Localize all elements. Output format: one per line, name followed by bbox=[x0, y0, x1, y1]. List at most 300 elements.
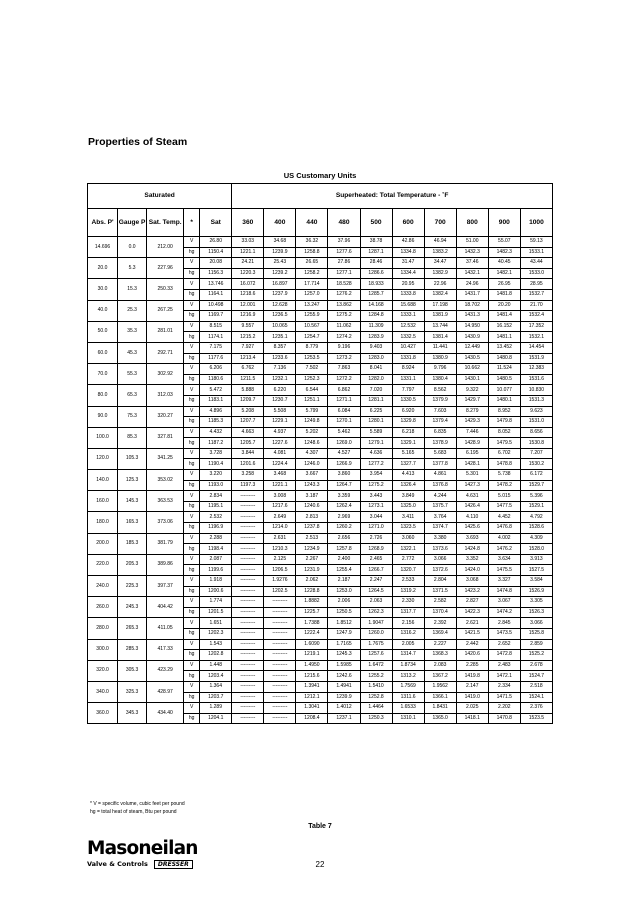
logo-subtitle: Valve & Controls bbox=[87, 860, 148, 868]
abs-pressure-cell: 100.0 bbox=[88, 427, 118, 448]
table-row bbox=[88, 321, 553, 332]
total-heat-cell: 1287.1 bbox=[360, 247, 392, 258]
total-heat-cell: 1219.1 bbox=[296, 650, 328, 661]
specific-volume-cell: 18.702 bbox=[456, 300, 488, 311]
total-heat-cell: 1424.0 bbox=[456, 565, 488, 576]
total-heat-cell: 1217.6 bbox=[264, 501, 296, 512]
total-heat-cell: --------- bbox=[232, 628, 264, 639]
specific-volume-cell: 8.279 bbox=[456, 406, 488, 417]
total-heat-cell: --------- bbox=[232, 501, 264, 512]
row-label-v: V bbox=[184, 554, 200, 565]
specific-volume-cell: 3.327 bbox=[488, 576, 520, 587]
total-heat-cell: 1260.0 bbox=[360, 628, 392, 639]
specific-volume-cell: 3.220 bbox=[200, 470, 232, 481]
row-label-v: V bbox=[184, 639, 200, 650]
gauge-pressure-cell: 45.3 bbox=[118, 342, 147, 363]
gauge-pressure-cell: 145.3 bbox=[118, 491, 147, 512]
specific-volume-cell: 1.6090 bbox=[296, 639, 328, 650]
specific-volume-cell: 6.835 bbox=[424, 427, 456, 438]
total-heat-cell: 1325.0 bbox=[392, 501, 424, 512]
specific-volume-cell: 1.9047 bbox=[360, 618, 392, 629]
total-heat-cell: 1526.3 bbox=[520, 607, 552, 618]
total-heat-cell: --------- bbox=[232, 544, 264, 555]
row-label-v: V bbox=[184, 300, 200, 311]
total-heat-cell: 1479.8 bbox=[488, 417, 520, 428]
row-label-v: V bbox=[184, 427, 200, 438]
specific-volume-cell: 5.462 bbox=[328, 427, 360, 438]
specific-volume-cell: 40.45 bbox=[488, 258, 520, 269]
specific-volume-cell: 6.862 bbox=[328, 385, 360, 396]
specific-volume-cell: 2.827 bbox=[456, 597, 488, 608]
specific-volume-cell: 10.567 bbox=[296, 321, 328, 332]
table-row bbox=[88, 258, 553, 269]
total-heat-cell: 1531.3 bbox=[520, 395, 552, 406]
total-heat-cell: 1383.2 bbox=[424, 247, 456, 258]
row-label-v: V bbox=[184, 237, 200, 248]
total-heat-cell: 1523.5 bbox=[520, 713, 552, 724]
temp-header: 1000 bbox=[520, 209, 552, 237]
total-heat-cell: 1234.9 bbox=[296, 544, 328, 555]
table-row bbox=[88, 406, 553, 417]
specific-volume-cell: 2.156 bbox=[392, 618, 424, 629]
specific-volume-cell: 1.6472 bbox=[360, 660, 392, 671]
total-heat-cell: 1266.7 bbox=[360, 565, 392, 576]
specific-volume-cell: 2.330 bbox=[392, 597, 424, 608]
specific-volume-cell: --------- bbox=[232, 576, 264, 587]
sat-temp-cell: 250.33 bbox=[147, 279, 184, 300]
total-heat-cell: 1228.8 bbox=[296, 586, 328, 597]
total-heat-cell: 1525.8 bbox=[520, 628, 552, 639]
total-heat-cell: 1329.8 bbox=[392, 417, 424, 428]
total-heat-cell: 1475.5 bbox=[488, 565, 520, 576]
total-heat-cell: 1174.1 bbox=[200, 332, 232, 343]
gauge-pressure-cell: 285.3 bbox=[118, 639, 147, 660]
specific-volume-cell: 42.86 bbox=[392, 237, 424, 248]
specific-volume-cell: 2.582 bbox=[424, 597, 456, 608]
specific-volume-cell: 3.067 bbox=[488, 597, 520, 608]
specific-volume-cell: 2.465 bbox=[360, 554, 392, 565]
total-heat-cell: --------- bbox=[232, 671, 264, 682]
total-heat-cell: 1208.4 bbox=[296, 713, 328, 724]
total-heat-cell: 1213.4 bbox=[232, 353, 264, 364]
total-heat-cell: 1202.8 bbox=[200, 650, 232, 661]
total-heat-cell: 1530.2 bbox=[520, 459, 552, 470]
specific-volume-cell: 7.603 bbox=[424, 406, 456, 417]
total-heat-cell: 1323.5 bbox=[392, 523, 424, 534]
specific-volume-cell: 2.006 bbox=[328, 597, 360, 608]
total-heat-cell: 1327.7 bbox=[392, 459, 424, 470]
total-heat-cell: 1255.4 bbox=[328, 565, 360, 576]
total-heat-cell: 1169.7 bbox=[200, 311, 232, 322]
total-heat-cell: 1252.3 bbox=[296, 374, 328, 385]
row-label-hg: hg bbox=[184, 501, 200, 512]
specific-volume-cell: 2.062 bbox=[296, 576, 328, 587]
specific-volume-cell: 9.796 bbox=[424, 364, 456, 375]
specific-volume-cell: --------- bbox=[232, 660, 264, 671]
specific-volume-cell: 20.08 bbox=[200, 258, 232, 269]
specific-volume-cell: 4.792 bbox=[520, 512, 552, 523]
specific-volume-cell: 5.888 bbox=[232, 385, 264, 396]
total-heat-cell: 1269.0 bbox=[328, 438, 360, 449]
specific-volume-cell: 1.289 bbox=[200, 703, 232, 714]
total-heat-cell: 1283.0 bbox=[360, 353, 392, 364]
specific-volume-cell: 2.334 bbox=[488, 681, 520, 692]
specific-volume-cell: 2.621 bbox=[456, 618, 488, 629]
row-label-hg: hg bbox=[184, 586, 200, 597]
specific-volume-cell: 3.584 bbox=[520, 576, 552, 587]
temp-header: 700 bbox=[424, 209, 456, 237]
total-heat-cell: 1333.1 bbox=[392, 311, 424, 322]
total-heat-cell: 1378.9 bbox=[424, 438, 456, 449]
total-heat-cell: 1381.4 bbox=[424, 332, 456, 343]
total-heat-cell: --------- bbox=[232, 692, 264, 703]
sat-temp-cell: 373.06 bbox=[147, 512, 184, 533]
specific-volume-cell: 8.779 bbox=[296, 342, 328, 353]
specific-volume-cell: 2.533 bbox=[392, 576, 424, 587]
temp-header: 500 bbox=[360, 209, 392, 237]
specific-volume-cell: 1.8512 bbox=[328, 618, 360, 629]
gauge-pressure-cell: 35.3 bbox=[118, 321, 147, 342]
total-heat-cell: 1367.2 bbox=[424, 671, 456, 682]
total-heat-cell: 1236.5 bbox=[264, 311, 296, 322]
total-heat-cell: 1216.9 bbox=[232, 311, 264, 322]
steam-table-body bbox=[88, 237, 553, 724]
total-heat-cell: 1529.1 bbox=[520, 501, 552, 512]
total-heat-cell: 1185.3 bbox=[200, 417, 232, 428]
temp-header: 440 bbox=[296, 209, 328, 237]
total-heat-cell: --------- bbox=[232, 607, 264, 618]
abs-pressure-cell: 20.0 bbox=[88, 258, 118, 279]
total-heat-cell: 1248.6 bbox=[296, 438, 328, 449]
specific-volume-cell: 4.861 bbox=[424, 470, 456, 481]
specific-volume-cell: --------- bbox=[232, 639, 264, 650]
total-heat-cell: 1331.1 bbox=[392, 374, 424, 385]
specific-volume-cell: 5.202 bbox=[296, 427, 328, 438]
specific-volume-cell: 2.083 bbox=[424, 660, 456, 671]
total-heat-cell: 1481.4 bbox=[488, 311, 520, 322]
total-heat-cell: 1255.9 bbox=[296, 311, 328, 322]
total-heat-cell: 1374.7 bbox=[424, 523, 456, 534]
total-heat-cell: 1274.2 bbox=[328, 332, 360, 343]
total-heat-cell: 1320.7 bbox=[392, 565, 424, 576]
total-heat-cell: 1365.0 bbox=[424, 713, 456, 724]
total-heat-cell: 1529.7 bbox=[520, 480, 552, 491]
specific-volume-cell: 2.125 bbox=[264, 554, 296, 565]
total-heat-cell: 1531.6 bbox=[520, 374, 552, 385]
row-label-hg: hg bbox=[184, 268, 200, 279]
total-heat-cell: 1247.9 bbox=[328, 628, 360, 639]
gauge-pressure-cell: 25.3 bbox=[118, 300, 147, 321]
specific-volume-cell: 38.78 bbox=[360, 237, 392, 248]
total-heat-cell: 1283.9 bbox=[360, 332, 392, 343]
specific-volume-cell: 12.532 bbox=[392, 321, 424, 332]
specific-volume-cell: 2.288 bbox=[200, 533, 232, 544]
total-heat-cell: 1235.1 bbox=[264, 332, 296, 343]
specific-volume-cell: 26.80 bbox=[200, 237, 232, 248]
specific-volume-cell: 2.147 bbox=[456, 681, 488, 692]
specific-volume-cell: 11.441 bbox=[424, 342, 456, 353]
gauge-pressure-cell: 65.3 bbox=[118, 385, 147, 406]
row-label-v: V bbox=[184, 512, 200, 523]
specific-volume-cell: 6.920 bbox=[392, 406, 424, 417]
page-title: Properties of Steam bbox=[88, 136, 188, 148]
total-heat-cell: 1380.9 bbox=[424, 353, 456, 364]
total-heat-cell: 1233.6 bbox=[264, 353, 296, 364]
specific-volume-cell: 4.937 bbox=[264, 427, 296, 438]
row-label-hg: hg bbox=[184, 459, 200, 470]
total-heat-cell: 1239.9 bbox=[264, 247, 296, 258]
total-heat-cell: 1231.9 bbox=[296, 565, 328, 576]
specific-volume-cell: 2.227 bbox=[424, 639, 456, 650]
total-heat-cell: 1425.6 bbox=[456, 523, 488, 534]
gauge-pressure-cell: 15.3 bbox=[118, 279, 147, 300]
specific-volume-cell: 9.403 bbox=[360, 342, 392, 353]
specific-volume-cell: 12.383 bbox=[520, 364, 552, 375]
gauge-pressure-header: Gauge P bbox=[118, 209, 147, 237]
total-heat-cell: 1370.4 bbox=[424, 607, 456, 618]
specific-volume-cell: 34.47 bbox=[424, 258, 456, 269]
table-row bbox=[88, 554, 553, 565]
sat-temp-cell: 417.33 bbox=[147, 639, 184, 660]
total-heat-cell: 1421.5 bbox=[456, 628, 488, 639]
gauge-pressure-cell: 5.3 bbox=[118, 258, 147, 279]
total-heat-cell: 1230.7 bbox=[264, 395, 296, 406]
total-heat-cell: 1525.2 bbox=[520, 650, 552, 661]
total-heat-cell: 1193.0 bbox=[200, 480, 232, 491]
specific-volume-cell: 4.002 bbox=[488, 533, 520, 544]
specific-volume-cell: 1.7569 bbox=[392, 681, 424, 692]
total-heat-cell: 1150.4 bbox=[200, 247, 232, 258]
table-row bbox=[88, 385, 553, 396]
total-heat-cell: 1271.0 bbox=[360, 523, 392, 534]
specific-volume-cell: 9.623 bbox=[520, 406, 552, 417]
specific-volume-cell: 13.746 bbox=[200, 279, 232, 290]
specific-volume-cell: 37.46 bbox=[456, 258, 488, 269]
total-heat-cell: 1237.9 bbox=[264, 289, 296, 300]
total-heat-cell: 1373.6 bbox=[424, 544, 456, 555]
total-heat-cell: 1271.1 bbox=[328, 395, 360, 406]
sat-temp-cell: 281.01 bbox=[147, 321, 184, 342]
specific-volume-cell: 5.683 bbox=[424, 448, 456, 459]
row-label-hg: hg bbox=[184, 544, 200, 555]
specific-volume-cell: 5.165 bbox=[392, 448, 424, 459]
specific-volume-cell: 10.077 bbox=[488, 385, 520, 396]
total-heat-cell: 1379.4 bbox=[424, 417, 456, 428]
specific-volume-cell: 2.005 bbox=[392, 639, 424, 650]
total-heat-cell: 1277.6 bbox=[328, 247, 360, 258]
total-heat-cell: 1239.9 bbox=[328, 692, 360, 703]
total-heat-cell: 1222.4 bbox=[296, 628, 328, 639]
specific-volume-cell: 8.041 bbox=[360, 364, 392, 375]
specific-volume-cell: 3.468 bbox=[264, 470, 296, 481]
row-label-hg: hg bbox=[184, 417, 200, 428]
total-heat-cell: 1177.6 bbox=[200, 353, 232, 364]
footnotes bbox=[90, 800, 185, 816]
total-heat-cell: 1481.1 bbox=[488, 332, 520, 343]
total-heat-cell: 1419.0 bbox=[456, 692, 488, 703]
logo-wordmark: Masoneilan bbox=[87, 838, 198, 859]
gauge-pressure-cell: 165.3 bbox=[118, 512, 147, 533]
total-heat-cell: 1334.4 bbox=[392, 268, 424, 279]
total-heat-cell: 1479.5 bbox=[488, 438, 520, 449]
specific-volume-cell: 3.305 bbox=[520, 597, 552, 608]
specific-volume-cell: 1.5410 bbox=[360, 681, 392, 692]
total-heat-cell: 1284.8 bbox=[360, 311, 392, 322]
total-heat-cell: 1272.2 bbox=[328, 374, 360, 385]
total-heat-cell: 1262.3 bbox=[360, 607, 392, 618]
total-heat-cell: 1480.8 bbox=[488, 353, 520, 364]
specific-volume-cell: 2.063 bbox=[360, 597, 392, 608]
temp-header: 480 bbox=[328, 209, 360, 237]
row-label-v: V bbox=[184, 448, 200, 459]
specific-volume-cell: 3.913 bbox=[520, 554, 552, 565]
table-row bbox=[88, 576, 553, 587]
total-heat-cell: 1249.8 bbox=[296, 417, 328, 428]
specific-volume-cell: 6.195 bbox=[456, 448, 488, 459]
total-heat-cell: 1253.0 bbox=[328, 586, 360, 597]
total-heat-cell: 1478.2 bbox=[488, 480, 520, 491]
table-row bbox=[88, 618, 553, 629]
specific-volume-cell: 1.9276 bbox=[264, 576, 296, 587]
specific-volume-cell: 16.152 bbox=[488, 321, 520, 332]
total-heat-cell: --------- bbox=[264, 628, 296, 639]
abs-pressure-cell: 320.0 bbox=[88, 660, 118, 681]
total-heat-cell: 1368.3 bbox=[424, 650, 456, 661]
specific-volume-cell: --------- bbox=[232, 533, 264, 544]
specific-volume-cell: 55.07 bbox=[488, 237, 520, 248]
specific-volume-cell: 8.656 bbox=[520, 427, 552, 438]
table-row bbox=[88, 300, 553, 311]
footnote-star-header: * bbox=[184, 209, 200, 237]
total-heat-cell: 1430.9 bbox=[456, 332, 488, 343]
total-heat-cell: 1207.7 bbox=[232, 417, 264, 428]
specific-volume-cell: 4.413 bbox=[392, 470, 424, 481]
total-heat-cell: 1209.7 bbox=[232, 395, 264, 406]
specific-volume-cell: 2.442 bbox=[456, 639, 488, 650]
total-heat-cell: 1426.4 bbox=[456, 501, 488, 512]
total-heat-cell: 1533.1 bbox=[520, 247, 552, 258]
total-heat-cell: 1317.7 bbox=[392, 607, 424, 618]
specific-volume-cell: 4.896 bbox=[200, 406, 232, 417]
total-heat-cell: 1330.5 bbox=[392, 395, 424, 406]
specific-volume-cell: 8.924 bbox=[392, 364, 424, 375]
gauge-pressure-cell: 225.3 bbox=[118, 576, 147, 597]
specific-volume-cell: 5.396 bbox=[520, 491, 552, 502]
total-heat-cell: 1180.6 bbox=[200, 374, 232, 385]
row-label-v: V bbox=[184, 385, 200, 396]
row-label-hg: hg bbox=[184, 650, 200, 661]
specific-volume-cell: 6.206 bbox=[200, 364, 232, 375]
specific-volume-cell: 12.628 bbox=[264, 300, 296, 311]
specific-volume-cell: 6.218 bbox=[392, 427, 424, 438]
total-heat-cell: 1480.5 bbox=[488, 374, 520, 385]
total-heat-cell: 1319.2 bbox=[392, 586, 424, 597]
specific-volume-cell: --------- bbox=[232, 597, 264, 608]
specific-volume-cell: --------- bbox=[232, 681, 264, 692]
specific-volume-cell: 3.380 bbox=[424, 533, 456, 544]
total-heat-cell: 1527.5 bbox=[520, 565, 552, 576]
specific-volume-cell: 7.927 bbox=[232, 342, 264, 353]
specific-volume-cell: 2.649 bbox=[264, 512, 296, 523]
sat-temp-cell: 353.02 bbox=[147, 470, 184, 491]
specific-volume-cell: 20.95 bbox=[392, 279, 424, 290]
sat-temp-cell: 434.40 bbox=[147, 703, 184, 724]
gauge-pressure-cell: 205.3 bbox=[118, 554, 147, 575]
specific-volume-cell: 2.267 bbox=[296, 554, 328, 565]
specific-volume-cell: 24.21 bbox=[232, 258, 264, 269]
specific-volume-cell: 8.952 bbox=[488, 406, 520, 417]
specific-volume-cell: 1.8431 bbox=[424, 703, 456, 714]
specific-volume-cell: 1.448 bbox=[200, 660, 232, 671]
table-row bbox=[88, 470, 553, 481]
temp-header: 600 bbox=[392, 209, 424, 237]
specific-volume-cell: 28.46 bbox=[360, 258, 392, 269]
sat-temp-cell: 404.42 bbox=[147, 597, 184, 618]
specific-volume-cell: 9.196 bbox=[328, 342, 360, 353]
total-heat-cell: 1332.5 bbox=[392, 332, 424, 343]
total-heat-cell: 1237.1 bbox=[328, 713, 360, 724]
sat-temp-cell: 363.53 bbox=[147, 491, 184, 512]
gauge-pressure-cell: 325.3 bbox=[118, 681, 147, 702]
specific-volume-cell: 10.830 bbox=[520, 385, 552, 396]
total-heat-cell: 1281.1 bbox=[360, 395, 392, 406]
total-heat-cell: 1215.2 bbox=[232, 332, 264, 343]
specific-volume-cell: 2.845 bbox=[488, 618, 520, 629]
total-heat-cell: 1240.6 bbox=[296, 501, 328, 512]
footnote-total-heat: hg = total heat of steam, Btu per pound bbox=[90, 809, 177, 815]
specific-volume-cell: 1.4012 bbox=[328, 703, 360, 714]
specific-volume-cell: 2.631 bbox=[264, 533, 296, 544]
specific-volume-cell: 3.849 bbox=[392, 491, 424, 502]
specific-volume-cell: 2.834 bbox=[200, 491, 232, 502]
specific-volume-cell: 1.3941 bbox=[296, 681, 328, 692]
row-label-hg: hg bbox=[184, 247, 200, 258]
sat-temp-header: Sat. Temp. bbox=[147, 209, 184, 237]
total-heat-cell: 1286.6 bbox=[360, 268, 392, 279]
sat-temp-cell: 428.97 bbox=[147, 681, 184, 702]
table-row bbox=[88, 681, 553, 692]
total-heat-cell: 1257.0 bbox=[296, 289, 328, 300]
total-heat-cell: 1474.8 bbox=[488, 586, 520, 597]
specific-volume-cell: 4.309 bbox=[520, 533, 552, 544]
total-heat-cell: 1423.2 bbox=[456, 586, 488, 597]
total-heat-cell: 1371.5 bbox=[424, 586, 456, 597]
specific-volume-cell: 1.5985 bbox=[328, 660, 360, 671]
total-heat-cell: 1215.6 bbox=[296, 671, 328, 682]
specific-volume-cell: 26.65 bbox=[296, 258, 328, 269]
row-label-hg: hg bbox=[184, 628, 200, 639]
total-heat-cell: 1204.1 bbox=[200, 713, 232, 724]
specific-volume-cell: 10.498 bbox=[200, 300, 232, 311]
table-row bbox=[88, 448, 553, 459]
total-heat-cell: 1429.3 bbox=[456, 417, 488, 428]
table-row bbox=[88, 660, 553, 671]
specific-volume-cell: 2.392 bbox=[424, 618, 456, 629]
total-heat-cell: 1264.7 bbox=[328, 480, 360, 491]
abs-pressure-cell: 70.0 bbox=[88, 364, 118, 385]
total-heat-cell: 1260.2 bbox=[328, 523, 360, 534]
specific-volume-cell: 13.247 bbox=[296, 300, 328, 311]
total-heat-cell: 1266.9 bbox=[328, 459, 360, 470]
total-heat-cell: --------- bbox=[264, 650, 296, 661]
specific-volume-cell: --------- bbox=[232, 512, 264, 523]
total-heat-cell: 1221.1 bbox=[264, 480, 296, 491]
total-heat-cell: 1528.6 bbox=[520, 523, 552, 534]
specific-volume-cell: 5.738 bbox=[488, 470, 520, 481]
table-row bbox=[88, 597, 553, 608]
total-heat-cell: 1366.1 bbox=[424, 692, 456, 703]
specific-volume-cell: 2.025 bbox=[456, 703, 488, 714]
